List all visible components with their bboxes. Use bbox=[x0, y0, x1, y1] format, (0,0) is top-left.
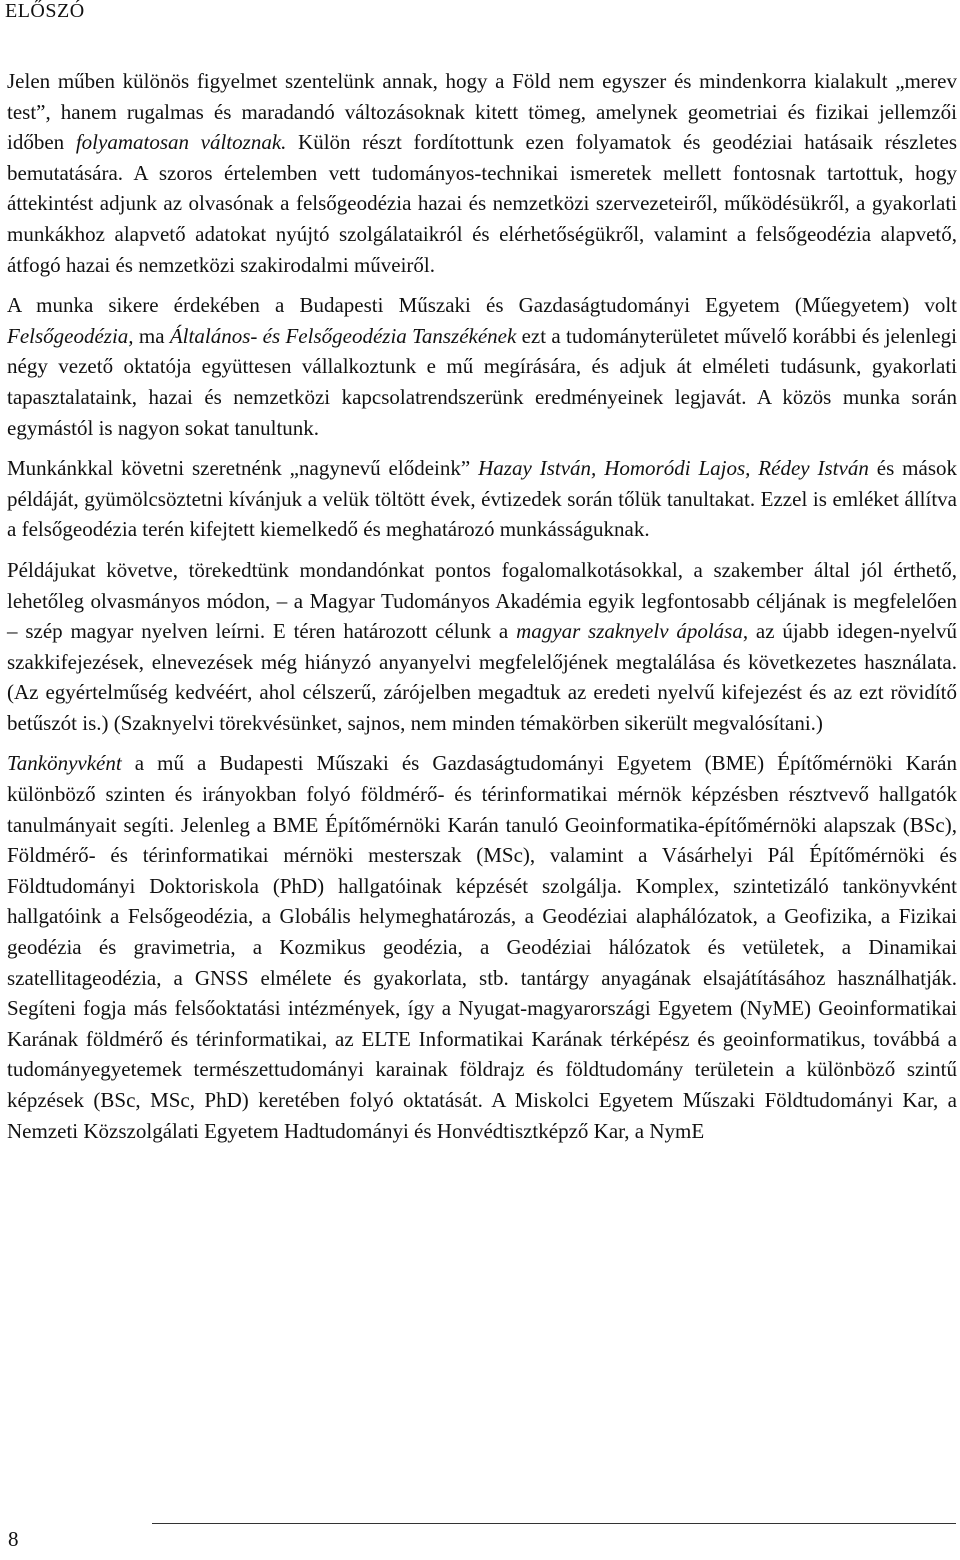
italic-segment: magyar szaknyelv ápolása bbox=[516, 619, 743, 644]
italic-segment: Hazay István, Homoródi Lajos, Rédey István bbox=[478, 456, 869, 481]
text-segment: , az újabb idegen-nyelvű szakkifejezések, elnevezések még hiányzó anyanyelvi megfelelőjének megtalálása és következetes használata. (Az egyértelműség kedvéért, ahol célszerű, zárójelben megadtuk az eredeti nyelvű kifejezést és az ezt rövidítő betűszót is.) (Szaknyelvi törekvésünket, sajnos, nem minden témakörben sikerült megvalósítani.) bbox=[7, 619, 957, 735]
preface-body bbox=[7, 66, 957, 1156]
paragraph-4 bbox=[7, 555, 957, 739]
page-number: 8 bbox=[8, 1527, 19, 1551]
paragraph-5 bbox=[7, 748, 957, 1146]
italic-segment: folyamatosan változnak. bbox=[75, 130, 287, 155]
text-segment: a mű a Budapesti Műszaki és Gazdaságtudományi Egyetem (BME) Építőmérnöki Karán különböző szinten és irányokban folyó földmérő- és térinformatikai mérnök képzésben résztvevő hallgatók tanulmányait segíti. Jelenleg a BME Építőmérnöki Karán tanuló Geoinformatika-építőmérnöki alapszak (BSc), Földmérő- és térinformatikai mérnöki mesterszak (MSc), valamint a Vásárhelyi Pál Építőmérnöki és Földtudományi Doktoriskola (PhD) hallgatóinak képzését szolgálja. Komplex, szintetizáló tankönyvként hallgatóink a Felsőgeodézia, a Globális helymeghatározás, a Geodéziai alaphálózatok, a Geofizika, a Fizikai geodézia és gravimetria, a Kozmikus geodézia, a Geodéziai hálózatok és vetületek, a Dinamikai szatellitageodézia, a GNSS elmélete és gyakorlata, stb. tantárgy anyagának elsajátításához használhatják. Segíteni fogja más felsőoktatási intézmények, így a Nyugat-magyarországi Egyetem (NyME) Geoinformatikai Karának földmérő és térinformatikai, az ELTE Informatikai Karának térképész és geoinformatikus, továbbá a tudományegyetemek természettudományi karainak földrajz és földtudomány területein a különböző szintű képzések (BSc, MSc, PhD) keretében folyó oktatását. A Miskolci Egyetem Műszaki Földtudományi Kar, a Nemzeti Közszolgálati Egyetem Hadtudományi és Honvédtisztképző Kar, a NymE bbox=[7, 751, 957, 1143]
italic-segment: Tankönyvként bbox=[7, 751, 122, 776]
text-segment: A munka sikere érdekében a Budapesti Műszaki és Gazdaságtudományi Egyetem (Műegyetem) volt bbox=[7, 293, 957, 318]
paragraph-2 bbox=[7, 290, 957, 443]
text-segment: és mások példáját, gyümölcsöztetni kívánjuk a velük töltött évek, évtizedek során tőlük tanultakat. Ezzel is emléket állítva a felsőgeodézia terén kifejtett kiemelkedő és meghatározó munkásságuknak. bbox=[7, 456, 958, 542]
footer-rule bbox=[152, 1523, 956, 1524]
italic-segment: Általános- és Felsőgeodézia Tanszékének bbox=[169, 323, 517, 348]
text-segment: Jelen műben különös figyelmet szentelünk annak, hogy a Föld nem egyszer és mindenkorra kialakult „merev test”, hanem rugalmas és maradandó változásoknak kitett tömeg, amelynek geometriai és fizikai jellemzői időben bbox=[7, 69, 957, 155]
text-segment: Munkánkkal követni szeretnénk „nagynevű elődeink” bbox=[7, 456, 479, 481]
italic-segment: Felsőgeodézia, bbox=[7, 323, 134, 348]
text-segment: ma bbox=[133, 323, 170, 348]
text-segment: Külön részt fordítottunk ezen folyamatok és geodéziai hatásaik részletes bemutatására. A szoros értelemben vett tudományos-technikai ismeretek mellett fontosnak tartottuk, hogy áttekintést adjunk az olvasónak a felsőgeodézia hazai és nemzetközi szervezeteiről, működésükről, a gyakorlati munkákhoz alapvető adatokat nyújtó szolgálataikról és elérhetőségükről, valamint a felsőgeodézia alapvető, átfogó hazai és nemzetközi szakirodalmi műveiről. bbox=[7, 130, 957, 277]
text-segment: Példájukat követve, törekedtünk mondandónkat pontos fogalomalkotásokkal, a szakember által jól érthető, lehetőleg olvasmányos módon, – a Magyar Tudományos Akadémia egyik legfontosabb céljának is megfelelően – szép magyar nyelven leírni. E téren határozott célunk a bbox=[7, 557, 957, 644]
text-segment: ezt a tudományterületet művelő korábbi és jelenlegi négy vezető oktatója együttesen vállalkoztunk e mű megírására, és adjuk át elméleti tudásunk, gyakorlati tapasztalataink, hazai és nemzetközi kapcsolatrendszerünk eredményeinek legjavát. A közös munka során egymástól is nagyon sokat tanultunk. bbox=[7, 323, 958, 440]
page-header-title: ELŐSZÓ bbox=[5, 0, 85, 22]
paragraph-1 bbox=[7, 66, 957, 280]
paragraph-3 bbox=[7, 453, 957, 545]
